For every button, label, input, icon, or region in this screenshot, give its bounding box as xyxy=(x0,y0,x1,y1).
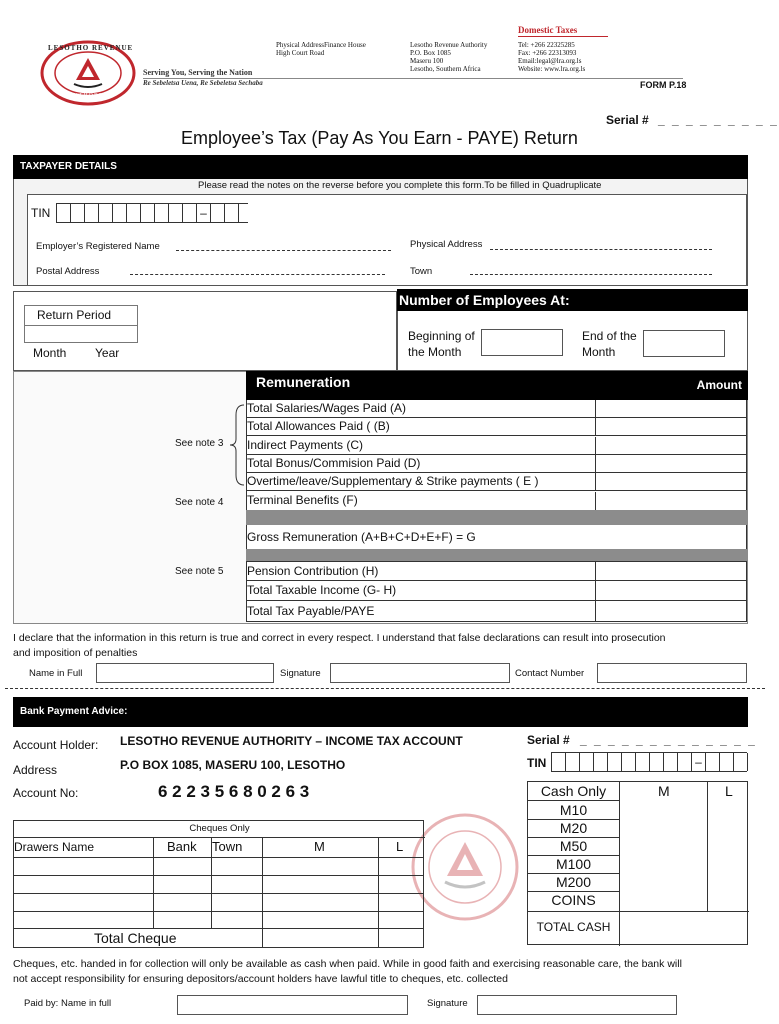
gross-amount-input[interactable] xyxy=(596,525,747,549)
gross-remuneration-row xyxy=(246,525,747,549)
cheques-only-label: Cheques Only xyxy=(14,821,425,838)
denomination-label: COINS xyxy=(551,892,596,908)
address-line: High Court Road xyxy=(276,49,325,57)
amount-header: Amount xyxy=(696,378,742,392)
town-label: Town xyxy=(410,266,433,277)
tin-label: TIN xyxy=(31,206,51,220)
cheques-table xyxy=(13,820,424,948)
row-label: Pension Contribution (H) xyxy=(246,562,596,581)
beginning-label-line: Beginning of xyxy=(408,329,475,343)
taxpayer-details-label: TAXPAYER DETAILS xyxy=(20,161,117,172)
denomination-label: M50 xyxy=(559,838,588,854)
address-line: Lesotho Revenue Authority xyxy=(410,41,488,49)
signature-label: Signature xyxy=(280,668,321,679)
year-label: Year xyxy=(95,346,120,360)
tin-input[interactable] xyxy=(56,203,248,223)
row-label: Total Salaries/Wages Paid (A) xyxy=(246,400,596,418)
employer-name-field[interactable] xyxy=(176,250,391,251)
name-in-full-label: Name in Full xyxy=(29,668,83,679)
address-line: P.O. Box 1085 xyxy=(410,49,451,57)
cash-only-header: Cash Only xyxy=(540,783,607,799)
employees-header: Number of Employees At: xyxy=(399,292,570,308)
total-cash-input[interactable] xyxy=(620,912,748,945)
address-line: Maseru 100 xyxy=(410,57,444,65)
logo-text-top: LESOTHO REVENUE xyxy=(48,44,134,52)
physical-address-block xyxy=(276,41,406,57)
denomination-row[interactable] xyxy=(528,873,619,891)
denomination-row[interactable] xyxy=(528,891,619,909)
note5-label: See note 5 xyxy=(175,566,224,577)
employer-name-label: Employer’s Registered Name xyxy=(36,241,160,252)
paid-by-label: Paid by: Name in full xyxy=(24,998,112,1009)
remuneration-row xyxy=(246,455,747,473)
bank-advice-bar xyxy=(13,697,748,727)
town-field[interactable] xyxy=(470,274,712,275)
contact-line: Fax: +266 22313093 xyxy=(518,49,577,57)
row-label: Overtime/leave/Supplementary & Strike payments ( E ) xyxy=(246,473,596,491)
row-amount-input[interactable] xyxy=(596,418,747,436)
declaration-line: and imposition of penalties xyxy=(13,647,138,659)
row-label: Terminal Benefits (F) xyxy=(246,492,596,510)
gray-separator xyxy=(246,549,748,561)
bank-disclaimer xyxy=(13,957,758,987)
disclaimer-line: Cheques, etc. handed in for collection will only be available as cash when paid. While in good faith and exercising reasonable care, the bank will xyxy=(13,958,682,970)
contact-block xyxy=(518,41,638,73)
taxpayer-note: Please read the notes on the reverse before you complete this form.To be filled in Quadruplicate xyxy=(198,180,602,191)
address-line: Lesotho, Southern Africa xyxy=(410,65,481,73)
denomination-label: M200 xyxy=(555,874,592,890)
row-amount-input[interactable] xyxy=(596,455,747,473)
account-holder-label: Account Holder: xyxy=(13,738,99,752)
row-amount-input[interactable] xyxy=(596,400,747,418)
tin-dash: – xyxy=(197,204,211,222)
contact-number-input[interactable] xyxy=(597,663,747,683)
l-col-header: L xyxy=(396,839,404,854)
remuneration-row xyxy=(246,418,747,436)
denomination-label: M10 xyxy=(559,802,588,818)
address-line: Physical AddressFinance House xyxy=(276,41,366,49)
bank-serial-field[interactable]: _ _ _ _ _ _ _ _ _ _ _ _ _ xyxy=(580,733,757,747)
end-label xyxy=(582,328,637,360)
bank-tin-dash: – xyxy=(692,753,706,771)
remuneration-row xyxy=(246,561,747,581)
cash-m-header: M xyxy=(658,783,670,799)
cash-l-header: L xyxy=(725,783,733,799)
physical-address-field[interactable] xyxy=(490,249,712,250)
table-row[interactable] xyxy=(14,857,424,858)
note3-label: See note 3 xyxy=(175,438,224,449)
month-label: Month xyxy=(33,346,67,360)
row-label: Total Bonus/Commision Paid (D) xyxy=(246,455,596,473)
denomination-row[interactable] xyxy=(528,801,619,819)
end-label-line: End of the xyxy=(582,329,637,343)
contact-line: Tel: +266 22325285 xyxy=(518,41,575,49)
postal-address-label: Postal Address xyxy=(36,266,100,277)
slogan: Serving You, Serving the Nation xyxy=(143,68,253,77)
remuneration-header: Remuneration xyxy=(256,374,351,390)
contact-line: Website: www.lra.org.ls xyxy=(518,65,586,73)
employees-header-bar xyxy=(397,289,748,311)
m-col-header: M xyxy=(314,839,325,854)
drawers-name-header: Drawers Name xyxy=(14,840,95,854)
table-row[interactable] xyxy=(14,875,424,876)
row-amount-input[interactable] xyxy=(596,473,747,491)
beginning-count-input[interactable] xyxy=(481,329,563,356)
signature-input[interactable] xyxy=(330,663,510,683)
beginning-label-line: the Month xyxy=(408,345,462,359)
town-col-header: Town xyxy=(212,839,243,854)
row-amount-input[interactable] xyxy=(596,437,747,455)
address-value: P.O BOX 1085, MASERU 100, LESOTHO xyxy=(120,758,346,772)
account-no-value: 6 2 2 3 5 6 8 0 2 6 3 xyxy=(158,782,310,801)
bank-advice-header: Bank Payment Advice: xyxy=(20,706,128,717)
page-title: Employee’s Tax (Pay As You Earn - PAYE) Return xyxy=(181,128,578,148)
denomination-label: M20 xyxy=(559,820,588,836)
bank-col-header: Bank xyxy=(167,839,197,854)
logo-text-bottom: AUTHORITY xyxy=(68,93,112,99)
row-label: Indirect Payments (C) xyxy=(246,437,596,455)
declaration-text xyxy=(13,631,753,661)
bank-tin-label: TIN xyxy=(527,756,547,770)
row-amount-input[interactable] xyxy=(596,492,747,510)
remuneration-row xyxy=(246,581,747,601)
denomination-row[interactable] xyxy=(528,837,619,855)
gray-separator xyxy=(246,510,748,525)
row-amount-input[interactable] xyxy=(596,581,747,600)
note3-brace xyxy=(228,403,246,487)
serial-label: Serial # xyxy=(606,113,649,127)
beginning-label xyxy=(408,328,475,360)
contact-number-label: Contact Number xyxy=(515,668,585,679)
remuneration-row xyxy=(246,492,747,510)
denomination-label: M100 xyxy=(555,856,592,872)
paid-by-input[interactable] xyxy=(177,995,408,1015)
note4-label: See note 4 xyxy=(175,497,224,508)
disclaimer-line: not accept responsibility for ensuring depositors/account holders have lawful title to cheques, etc. collected xyxy=(13,973,508,985)
cash-table xyxy=(527,781,748,945)
gross-label: Gross Remuneration (A+B+C+D+E+F) = G xyxy=(247,530,476,544)
footer-signature-input[interactable] xyxy=(477,995,677,1015)
row-label: Total Allowances Paid ( (B) xyxy=(246,418,596,436)
table-row[interactable] xyxy=(14,893,424,894)
bank-tin-input[interactable] xyxy=(551,752,747,772)
remuneration-row xyxy=(246,473,747,491)
remuneration-header-bar xyxy=(246,371,748,400)
domestic-taxes-label: Domestic Taxes xyxy=(518,25,578,35)
lra-address-block xyxy=(410,41,520,73)
account-no-label: Account No: xyxy=(13,786,79,800)
physical-address-label: Physical Address xyxy=(410,239,483,250)
slogan-sesotho: Re Sebeletsa Uena, Re Sebeletsa Sechaba xyxy=(143,79,263,87)
remuneration-row xyxy=(246,400,747,418)
row-amount-input[interactable] xyxy=(596,601,747,621)
end-label-line: Month xyxy=(582,345,616,359)
contact-line: Email:legal@lra.org.ls xyxy=(518,57,582,65)
denomination-row[interactable] xyxy=(528,819,619,837)
bank-serial-label: Serial # xyxy=(527,733,570,747)
return-period-label: Return Period xyxy=(25,306,137,326)
total-cheque-label: Total Cheque xyxy=(94,930,177,946)
account-holder-value: LESOTHO REVENUE AUTHORITY – INCOME TAX ACCOUNT xyxy=(120,734,463,748)
declaration-line: I declare that the information in this return is true and correct in every respect. I understand that false declarations can result into prosecution xyxy=(13,632,666,644)
cut-line xyxy=(5,688,765,689)
row-label: Total Tax Payable/PAYE xyxy=(246,601,596,621)
end-count-input[interactable] xyxy=(643,330,725,357)
serial-field[interactable]: _ _ _ _ _ _ _ _ _ xyxy=(658,113,779,127)
table-row[interactable] xyxy=(14,911,424,912)
footer-signature-label: Signature xyxy=(427,998,468,1009)
postal-address-field[interactable] xyxy=(130,274,385,275)
return-period-box[interactable] xyxy=(24,305,138,343)
total-cash-label: TOTAL CASH xyxy=(536,920,611,934)
name-in-full-input[interactable] xyxy=(96,663,274,683)
form-code: FORM P.18 xyxy=(640,80,687,90)
header-rule xyxy=(518,36,608,37)
taxpayer-details-bar xyxy=(13,155,748,179)
denomination-row[interactable] xyxy=(528,855,619,873)
remuneration-row xyxy=(246,437,747,455)
address-label: Address xyxy=(13,763,58,777)
row-amount-input[interactable] xyxy=(596,562,747,581)
remuneration-row xyxy=(246,601,747,622)
row-label: Total Taxable Income (G- H) xyxy=(246,581,596,600)
